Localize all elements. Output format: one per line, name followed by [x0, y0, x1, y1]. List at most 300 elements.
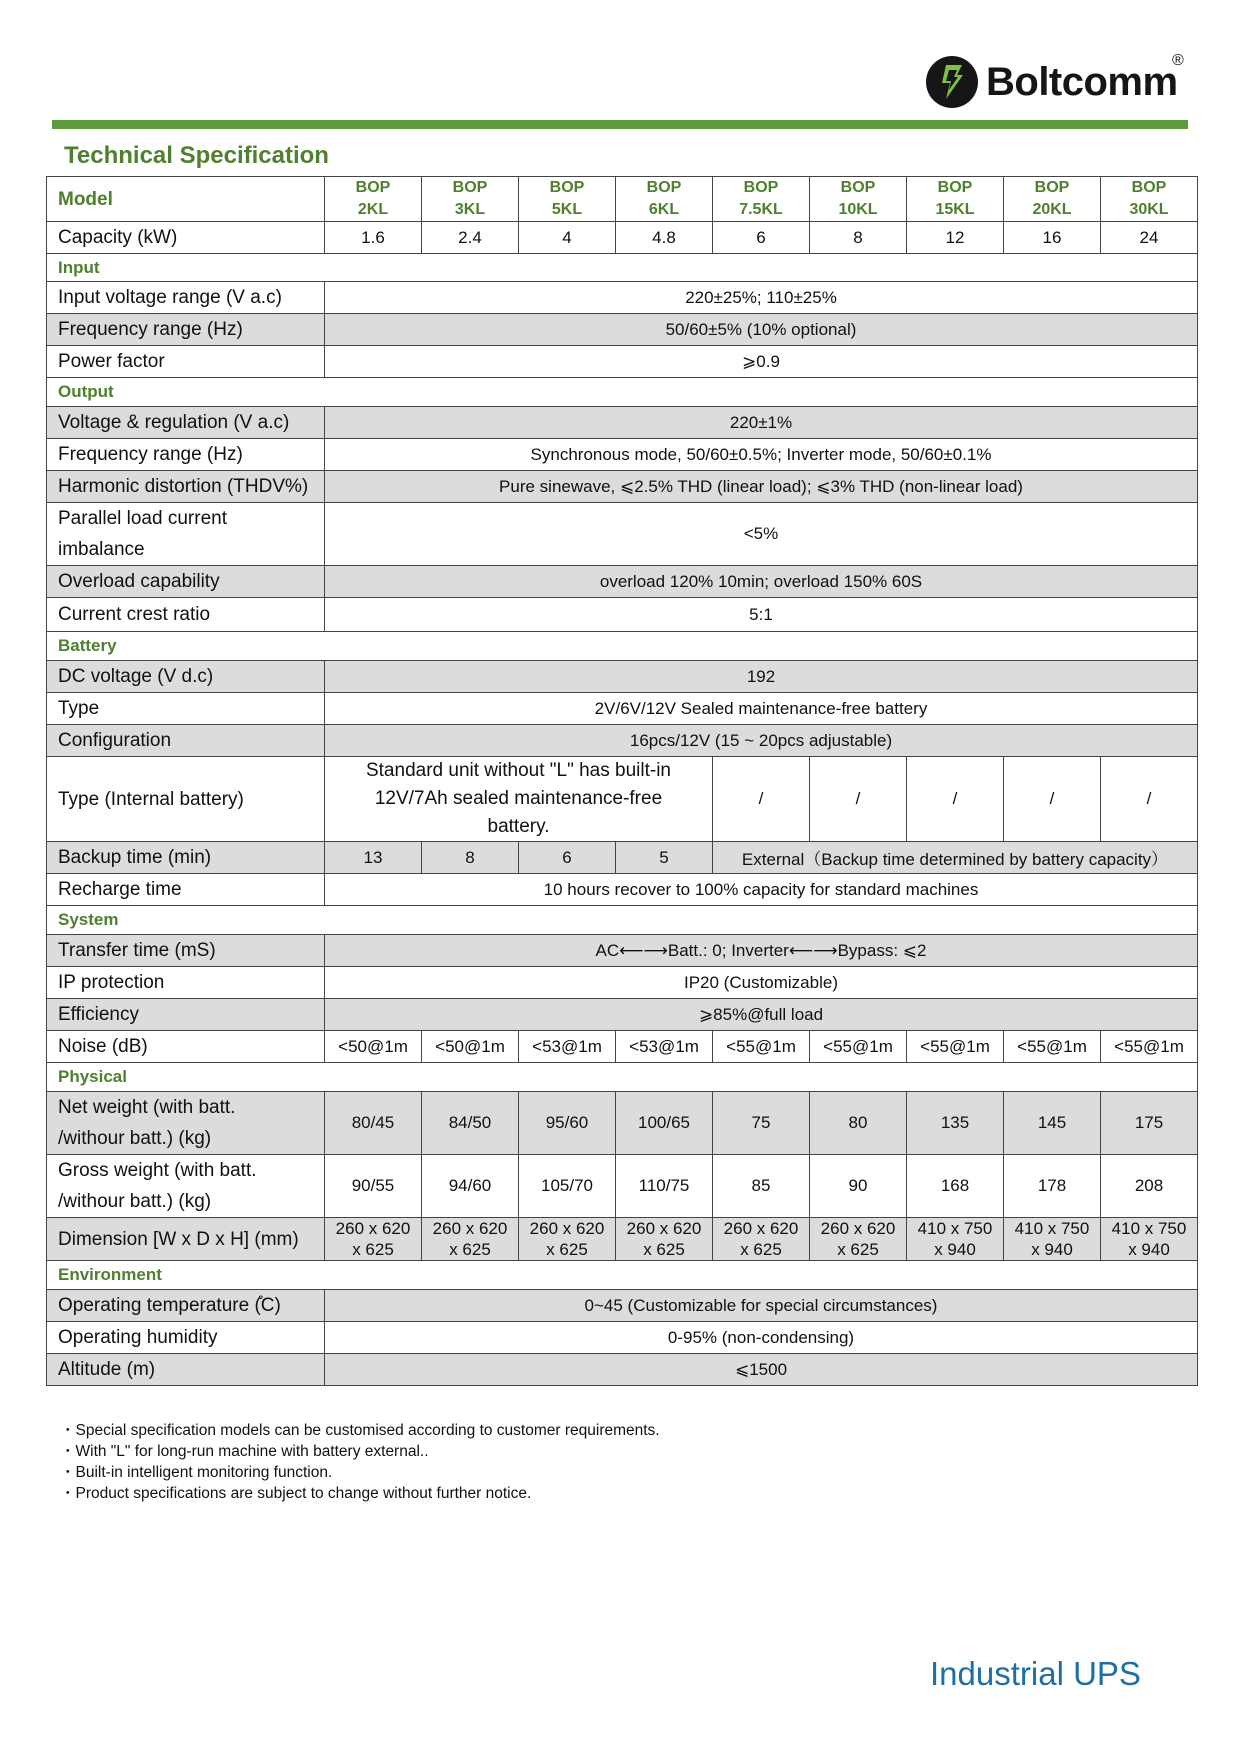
- cell-text: 15KL: [935, 201, 975, 218]
- cell-text: <53@1m: [532, 1036, 602, 1056]
- cell-text: 80/45: [351, 1113, 395, 1132]
- cell-text: overload 120% 10min; overload 150% 60S: [599, 571, 923, 591]
- row-value: [713, 757, 810, 842]
- row-label: [47, 503, 325, 566]
- cell-text: Operating humidity: [58, 1327, 218, 1348]
- row-value: [810, 1092, 907, 1155]
- cell-text: Transfer time (mS): [58, 940, 216, 961]
- cell-text: 105/70: [541, 1176, 593, 1195]
- row-value: [422, 842, 519, 874]
- cell-text: 13: [363, 847, 383, 867]
- cell-text: Model: [58, 188, 113, 210]
- row-label: [47, 1155, 325, 1218]
- section-row: [47, 254, 1198, 282]
- row-value: [325, 439, 1198, 471]
- spec-row: [47, 1155, 1198, 1218]
- spec-row: [47, 935, 1198, 967]
- row-value: [810, 1155, 907, 1218]
- cell-text: 5: [659, 847, 669, 867]
- page-title: Technical Specification: [64, 142, 329, 169]
- row-value: [325, 999, 1198, 1031]
- row-value: [810, 1031, 907, 1063]
- row-value: [713, 222, 810, 254]
- model-name: [810, 177, 907, 222]
- row-value: [325, 1218, 422, 1261]
- row-label: [47, 874, 325, 906]
- cell-text: 1.6: [361, 227, 385, 247]
- row-value: [325, 282, 1198, 314]
- cell-text: x 940: [934, 1240, 976, 1259]
- row-value: [713, 842, 1198, 874]
- row-value: [422, 1218, 519, 1261]
- model-name: [325, 177, 422, 222]
- footnote: ・Product specifications are subject to change without further notice.: [60, 1485, 532, 1502]
- row-label: [47, 725, 325, 757]
- row-value: [325, 725, 1198, 757]
- cell-text: Input voltage range (V a.c): [58, 287, 282, 308]
- cell-text: 16pcs/12V (15 ~ 20pcs adjustable): [629, 730, 893, 750]
- row-label: [47, 842, 325, 874]
- cell-text: 0-95% (non-condensing): [667, 1327, 855, 1347]
- cell-text: Dimension [W x D x H] (mm): [58, 1228, 299, 1250]
- cell-text: 85: [751, 1176, 771, 1195]
- spec-row: [47, 693, 1198, 725]
- model-name: [519, 177, 616, 222]
- row-value: [325, 314, 1198, 346]
- cell-text: Battery: [58, 636, 117, 655]
- cell-text: Output: [58, 382, 114, 401]
- row-value: [325, 1322, 1198, 1354]
- row-value: [616, 1031, 713, 1063]
- spec-row: [47, 314, 1198, 346]
- cell-text: Configuration: [58, 730, 172, 751]
- row-value: [1004, 1155, 1101, 1218]
- cell-text: 95/60: [545, 1113, 589, 1132]
- cell-text: Type (Internal battery): [58, 788, 244, 810]
- spec-row: [47, 282, 1198, 314]
- cell-text: BOP: [743, 179, 779, 196]
- cell-text: 260 x 620: [820, 1219, 896, 1238]
- row-value: [519, 1218, 616, 1261]
- cell-text: /: [1049, 789, 1055, 808]
- cell-text: 90/55: [351, 1176, 395, 1195]
- cell-text: 220±1%: [729, 412, 793, 432]
- cell-text: <53@1m: [629, 1036, 699, 1056]
- row-label: [47, 439, 325, 471]
- cell-text: 2KL: [357, 201, 389, 218]
- cell-text: x 625: [643, 1240, 685, 1259]
- cell-text: Harmonic distortion (THDV%): [58, 476, 309, 497]
- row-value: [1004, 1031, 1101, 1063]
- row-value: [1101, 222, 1198, 254]
- row-value: [325, 1290, 1198, 1322]
- cell-text: 178: [1037, 1176, 1067, 1195]
- cell-text: 6: [562, 847, 572, 867]
- section-row: [47, 1261, 1198, 1290]
- cell-text: 260 x 620: [723, 1219, 799, 1238]
- section-heading: [47, 906, 1198, 935]
- cell-text: 90: [848, 1176, 868, 1195]
- cell-text: <50@1m: [338, 1036, 408, 1056]
- cell-text: <55@1m: [823, 1036, 893, 1056]
- row-label: [47, 1092, 325, 1155]
- row-value: [325, 222, 422, 254]
- cell-text: 260 x 620: [335, 1219, 411, 1238]
- spec-row: [47, 1092, 1198, 1155]
- cell-text: Capacity (kW): [58, 227, 178, 248]
- row-value: [713, 1092, 810, 1155]
- cell-text: 24: [1139, 227, 1159, 247]
- brand-logo: [926, 54, 1178, 110]
- cell-text: 20KL: [1032, 201, 1072, 218]
- cell-text: 10 hours recover to 100% capacity for standard machines: [543, 879, 979, 899]
- row-value: [1101, 1092, 1198, 1155]
- cell-text: x 625: [740, 1240, 782, 1259]
- row-value: [325, 661, 1198, 693]
- cell-text: 84/50: [448, 1113, 492, 1132]
- spec-row: [47, 842, 1198, 874]
- row-label: [47, 346, 325, 378]
- row-value: [1101, 1218, 1198, 1261]
- row-value: [907, 1031, 1004, 1063]
- row-value: [1004, 222, 1101, 254]
- row-value: [616, 222, 713, 254]
- cell-text: 192: [746, 666, 776, 686]
- cell-text: x 940: [1128, 1240, 1170, 1259]
- cell-text: Recharge time: [58, 879, 182, 900]
- row-value: [519, 1092, 616, 1155]
- cell-text: 135: [940, 1113, 970, 1132]
- spec-row: [47, 222, 1198, 254]
- cell-text: x 625: [837, 1240, 879, 1259]
- cell-text: 10KL: [838, 201, 878, 218]
- row-label: [47, 1354, 325, 1386]
- row-value: [519, 222, 616, 254]
- row-label: [47, 935, 325, 967]
- row-value: [1004, 757, 1101, 842]
- spec-row: [47, 1354, 1198, 1386]
- cell-text: <55@1m: [1114, 1036, 1184, 1056]
- section-heading: [47, 1063, 1198, 1092]
- cell-text: /: [1146, 789, 1152, 808]
- section-row: [47, 1063, 1198, 1092]
- cell-text: <55@1m: [920, 1036, 990, 1056]
- cell-text: ⩾0.9: [742, 351, 780, 371]
- row-label: [47, 314, 325, 346]
- spec-row: [47, 346, 1198, 378]
- cell-text: x 625: [449, 1240, 491, 1259]
- row-value: [1101, 1155, 1198, 1218]
- spec-row: [47, 1322, 1198, 1354]
- cell-text: 110/75: [638, 1176, 690, 1195]
- cell-text: Efficiency: [58, 1004, 139, 1025]
- model-name: [907, 177, 1004, 222]
- row-value: [616, 1218, 713, 1261]
- cell-text: BOP: [840, 179, 876, 196]
- cell-text: <55@1m: [726, 1036, 796, 1056]
- row-value: [1101, 757, 1198, 842]
- row-value: [325, 346, 1198, 378]
- row-value: [422, 1092, 519, 1155]
- brand-name: Boltcomm: [986, 59, 1178, 104]
- section-heading: [47, 632, 1198, 661]
- cell-text: 8: [853, 227, 863, 247]
- row-value: [325, 1031, 422, 1063]
- row-value: [325, 1155, 422, 1218]
- row-value: [325, 598, 1198, 632]
- spec-row: [47, 757, 1198, 842]
- cell-text: BOP: [937, 179, 973, 196]
- row-value: [1004, 1092, 1101, 1155]
- spec-row: [47, 999, 1198, 1031]
- cell-text: 5:1: [749, 604, 773, 624]
- cell-text: Power factor: [58, 351, 165, 372]
- cell-text: /withour batt.) (kg): [58, 1128, 212, 1149]
- cell-text: 260 x 620: [529, 1219, 605, 1238]
- footnote: ・With "L" for long-run machine with battery external..: [60, 1443, 429, 1460]
- row-label: [47, 1322, 325, 1354]
- row-value: [325, 693, 1198, 725]
- model-row: [47, 177, 1198, 222]
- row-value: [519, 842, 616, 874]
- cell-text: 260 x 620: [626, 1219, 702, 1238]
- cell-text: /: [855, 789, 861, 808]
- cell-text: Frequency range (Hz): [58, 319, 243, 340]
- row-value: [325, 1354, 1198, 1386]
- cell-text: 175: [1134, 1113, 1164, 1132]
- row-label: [47, 999, 325, 1031]
- cell-text: 50/60±5% (10% optional): [665, 319, 857, 339]
- cell-text: Overload capability: [58, 571, 220, 592]
- cell-text: BOP: [452, 179, 488, 196]
- cell-text: Altitude (m): [58, 1359, 156, 1380]
- row-value: [325, 1092, 422, 1155]
- row-value: [713, 1155, 810, 1218]
- cell-text: 30KL: [1129, 201, 1169, 218]
- cell-text: Input: [58, 257, 100, 277]
- spec-row: [47, 967, 1198, 999]
- footnote: ・Special specification models can be customised according to customer requirements.: [60, 1422, 660, 1439]
- row-value: [325, 407, 1198, 439]
- row-label: [47, 1031, 325, 1063]
- cell-text: 208: [1134, 1176, 1164, 1195]
- cell-text: 75: [751, 1113, 771, 1132]
- cell-text: 4.8: [652, 227, 676, 247]
- spec-row: [47, 439, 1198, 471]
- cell-text: IP protection: [58, 972, 165, 993]
- cell-text: x 625: [546, 1240, 588, 1259]
- cell-text: 94/60: [448, 1176, 492, 1195]
- model-name: [1101, 177, 1198, 222]
- cell-text: 145: [1037, 1113, 1067, 1132]
- spec-row: [47, 503, 1198, 566]
- spec-row: [47, 471, 1198, 503]
- cell-text: Standard unit without "L" has built-in: [365, 760, 671, 781]
- row-label: [47, 222, 325, 254]
- cell-text: Operating temperature (̊C): [58, 1295, 281, 1316]
- row-label: [47, 566, 325, 598]
- row-value: [325, 935, 1198, 967]
- cell-text: imbalance: [58, 539, 145, 560]
- spec-row: [47, 1290, 1198, 1322]
- spec-row: [47, 874, 1198, 906]
- cell-text: Gross weight (with batt.: [58, 1160, 257, 1181]
- spec-row: [47, 661, 1198, 693]
- footnotes: [60, 1420, 660, 1504]
- section-row: [47, 632, 1198, 661]
- cell-text: /withour batt.) (kg): [58, 1191, 212, 1212]
- cell-text: 80: [848, 1113, 868, 1132]
- cell-text: Current crest ratio: [58, 604, 211, 625]
- cell-text: 4: [562, 227, 572, 247]
- row-label: [47, 407, 325, 439]
- cell-text: 410 x 750: [917, 1219, 993, 1238]
- cell-text: <5%: [743, 524, 779, 543]
- cell-text: 7.5KL: [739, 201, 783, 218]
- cell-text: 0~45 (Customizable for special circumstances): [584, 1295, 938, 1315]
- cell-text: ⩾85%@full load: [698, 1004, 824, 1024]
- cell-text: Voltage & regulation (V a.c): [58, 412, 290, 433]
- cell-text: 168: [940, 1176, 970, 1195]
- spec-row: [47, 725, 1198, 757]
- cell-text: 6KL: [648, 201, 680, 218]
- row-label: [47, 598, 325, 632]
- cell-text: Type: [58, 698, 100, 719]
- cell-text: 3KL: [454, 201, 486, 218]
- row-value: [907, 757, 1004, 842]
- row-value: [907, 1155, 1004, 1218]
- spec-row: [47, 407, 1198, 439]
- cell-text: 8: [465, 847, 475, 867]
- model-name: [1004, 177, 1101, 222]
- cell-text: Backup time (min): [58, 847, 212, 868]
- row-label: [47, 1290, 325, 1322]
- row-label: [47, 967, 325, 999]
- row-value: [325, 842, 422, 874]
- row-label: [47, 693, 325, 725]
- section-row: [47, 378, 1198, 407]
- cell-text: BOP: [646, 179, 682, 196]
- section-heading: [47, 1261, 1198, 1290]
- spec-row: [47, 1218, 1198, 1261]
- row-value: [810, 757, 907, 842]
- cell-text: Net weight (with batt.: [58, 1097, 236, 1118]
- registered-mark: ®: [1172, 52, 1184, 69]
- row-value: [325, 566, 1198, 598]
- cell-text: Frequency range (Hz): [58, 444, 243, 465]
- row-value: [616, 1155, 713, 1218]
- cell-text: DC voltage (V d.c): [58, 666, 214, 687]
- cell-text: 6: [756, 227, 766, 247]
- cell-text: 2V/6V/12V Sealed maintenance-free battery: [594, 698, 928, 718]
- cell-text: <55@1m: [1017, 1036, 1087, 1056]
- cell-text: System: [58, 910, 119, 929]
- cell-text: BOP: [1034, 179, 1070, 196]
- spec-row: [47, 598, 1198, 632]
- row-value: [1004, 1218, 1101, 1261]
- cell-text: AC⟵⟶Batt.: 0; Inverter⟵⟶Bypass: ⩽2: [595, 940, 927, 960]
- cell-text: 2.4: [458, 227, 482, 247]
- row-value: [325, 967, 1198, 999]
- cell-text: Environment: [58, 1265, 162, 1284]
- model-name: [422, 177, 519, 222]
- model-name: [616, 177, 713, 222]
- row-value: [907, 1092, 1004, 1155]
- footer-label: Industrial UPS: [930, 1655, 1141, 1692]
- row-value: [422, 222, 519, 254]
- row-value: [519, 1031, 616, 1063]
- section-heading: [47, 254, 1198, 282]
- row-value: [325, 503, 1198, 566]
- cell-text: BOP: [1131, 179, 1167, 196]
- cell-text: 16: [1042, 227, 1062, 247]
- cell-text: BOP: [549, 179, 585, 196]
- row-value: [713, 1218, 810, 1261]
- cell-text: 5KL: [551, 201, 583, 218]
- row-value: [907, 222, 1004, 254]
- row-value: [616, 842, 713, 874]
- section-row: [47, 906, 1198, 935]
- row-value: [907, 1218, 1004, 1261]
- cell-text: 12V/7Ah sealed maintenance-free: [374, 788, 663, 809]
- row-label: [47, 661, 325, 693]
- cell-text: BOP: [355, 179, 391, 196]
- cell-text: x 625: [352, 1240, 394, 1259]
- row-value: [1101, 1031, 1198, 1063]
- cell-text: Parallel load current: [58, 508, 227, 529]
- bolt-icon: [926, 56, 978, 108]
- cell-text: /: [952, 789, 958, 808]
- spec-row: [47, 566, 1198, 598]
- cell-text: 220±25%; 110±25%: [685, 287, 837, 307]
- row-value: [713, 1031, 810, 1063]
- cell-text: 12: [945, 227, 965, 247]
- cell-text: 410 x 750: [1111, 1219, 1187, 1238]
- row-value: [810, 1218, 907, 1261]
- cell-text: External（Backup time determined by battery capacity）: [741, 850, 1169, 869]
- spec-row: [47, 1031, 1198, 1063]
- cell-text: Synchronous mode, 50/60±0.5%; Inverter mode, 50/60±0.1%: [530, 444, 992, 464]
- cell-text: x 940: [1031, 1240, 1073, 1259]
- row-value: [422, 1155, 519, 1218]
- model-name: [713, 177, 810, 222]
- row-value: [325, 874, 1198, 906]
- cell-text: 410 x 750: [1014, 1219, 1090, 1238]
- row-value: [325, 471, 1198, 503]
- section-heading: [47, 378, 1198, 407]
- cell-text: Noise (dB): [58, 1036, 148, 1057]
- row-value: [422, 1031, 519, 1063]
- row-label: [47, 757, 325, 842]
- spec-table: [46, 176, 1198, 1386]
- cell-text: 260 x 620: [432, 1219, 508, 1238]
- row-value: [519, 1155, 616, 1218]
- cell-text: IP20 (Customizable): [683, 972, 838, 992]
- row-label: [47, 177, 325, 222]
- footnote: ・Built-in intelligent monitoring function.: [60, 1464, 333, 1481]
- cell-text: 100/65: [638, 1113, 690, 1132]
- cell-text: battery.: [487, 816, 550, 837]
- row-label: [47, 471, 325, 503]
- row-label: [47, 282, 325, 314]
- cell-text: <50@1m: [435, 1036, 505, 1056]
- row-label: [47, 1218, 325, 1261]
- cell-text: Pure sinewave, ⩽2.5% THD (linear load); ⩽3% THD (non-linear load): [499, 476, 1023, 496]
- row-value: [616, 1092, 713, 1155]
- cell-text: ⩽1500: [734, 1359, 788, 1379]
- cell-text: Physical: [58, 1067, 127, 1086]
- header-rule: [52, 120, 1188, 129]
